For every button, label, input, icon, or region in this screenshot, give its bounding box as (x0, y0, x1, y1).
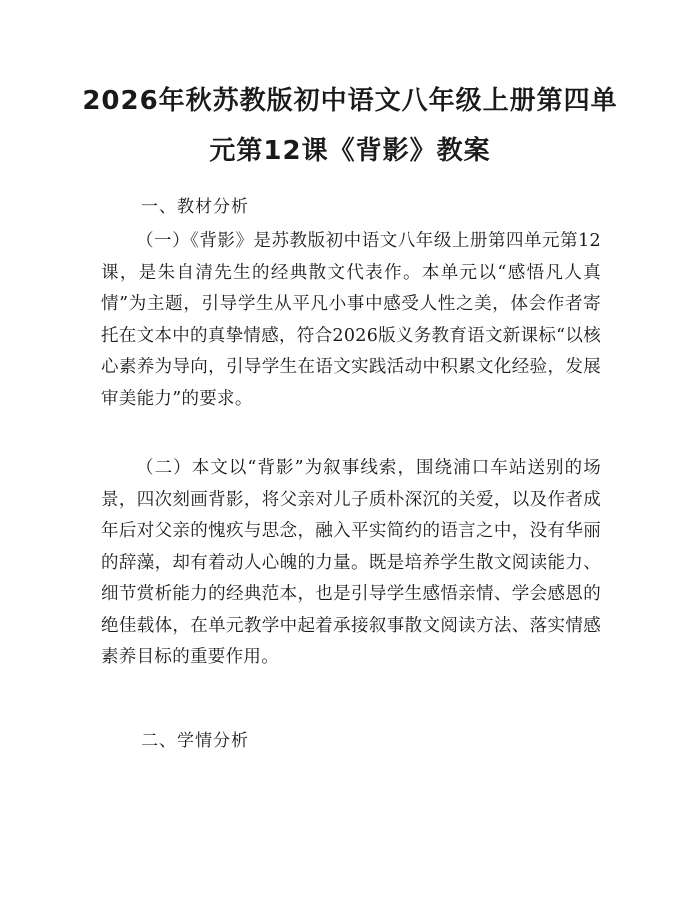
document-title-line-2: 元第12课《背影》教案 (209, 136, 491, 166)
section-heading-student-analysis: 二、学情分析 (141, 731, 249, 751)
paragraph-textbook-analysis-1: （一）《背影》是苏教版初中语文八年级上册第四单元第12课，是朱自清先生的经典散文代表作。本单元以“感悟凡人真情”为主题，引导学生从平凡小事中感受人性之美，体会作者寄托在文本中的真挚情感，符合2026版义务教育语文新课标“以核心素养为导向，引导学生在语文实践活动中积累文化经验，发展审美能力”的要求。 (101, 231, 601, 409)
section-heading-textbook-analysis: 一、教材分析 (141, 197, 249, 217)
document-title-line-1: 2026年秋苏教版初中语文八年级上册第四单 (82, 86, 618, 116)
paragraph-textbook-analysis-2: （二）本文以“背影”为叙事线索，围绕浦口车站送别的场景，四次刻画背影，将父亲对儿子质朴深沉的关爱，以及作者成年后对父亲的愧疚与思念，融入平实简约的语言之中，没有华丽的辞藻，却有着动人心魄的力量。既是培养学生散文阅读能力、细节赏析能力的经典范本，也是引导学生感悟亲情、学会感恩的绝佳载体，在单元教学中起着承接叙事散文阅读方法、落实情感素养目标的重要作用。 (101, 458, 601, 667)
